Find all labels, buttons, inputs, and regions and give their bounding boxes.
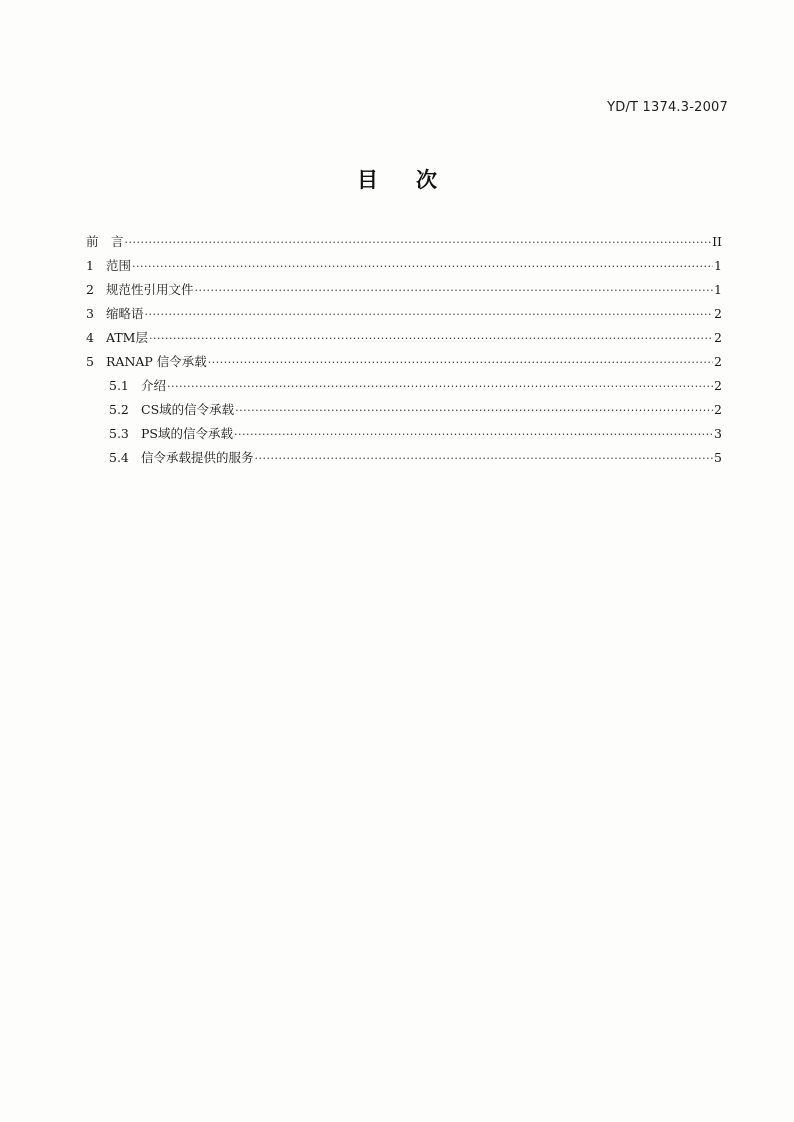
toc-entry-number: 5.4 <box>109 450 129 465</box>
toc-entry-label: 范围 <box>106 258 132 273</box>
toc-entry-label: 介绍 <box>141 378 167 393</box>
toc-title-char-2: 次 <box>416 168 437 192</box>
toc-leader-dots <box>195 279 713 303</box>
table-of-contents <box>86 230 722 470</box>
toc-entry-page: 2 <box>714 354 722 369</box>
toc-leader-dots <box>235 399 713 423</box>
toc-entry-label: 缩略语 <box>106 306 144 321</box>
toc-leader-dots <box>208 351 713 375</box>
toc-entry-page: 5 <box>714 450 722 465</box>
toc-entry-number: 4 <box>86 330 94 345</box>
document-code: YD/T 1374.3-2007 <box>607 100 728 115</box>
toc-entry-scope[interactable] <box>86 254 722 278</box>
toc-entry-page: 2 <box>714 378 722 393</box>
toc-entry-label: PS域的信令承载 <box>141 426 233 441</box>
toc-leader-dots <box>145 303 713 327</box>
toc-entry-page: II <box>712 234 722 249</box>
toc-entry-label: ATM层 <box>106 330 148 345</box>
toc-entry-introduction[interactable] <box>86 374 722 398</box>
toc-entry-number: 2 <box>86 282 94 297</box>
toc-entry-number: 3 <box>86 306 94 321</box>
toc-entry-cs-domain-bearer[interactable] <box>86 398 722 422</box>
toc-entry-page: 1 <box>714 282 722 297</box>
toc-leader-dots <box>132 255 713 279</box>
toc-entry-number: 5 <box>86 354 94 369</box>
toc-entry-bearer-services[interactable] <box>86 446 722 470</box>
toc-entry-number: 5.3 <box>109 426 129 441</box>
toc-entry-number: 1 <box>86 258 94 273</box>
toc-leader-dots <box>167 375 713 399</box>
toc-entry-label: RANAP 信令承载 <box>106 354 207 369</box>
toc-entry-label: 信令承载提供的服务 <box>141 450 254 465</box>
toc-entry-ps-domain-bearer[interactable] <box>86 422 722 446</box>
toc-entry-label: 规范性引用文件 <box>106 282 194 297</box>
toc-entry-foreword[interactable] <box>86 230 722 254</box>
toc-entry-page: 3 <box>714 426 722 441</box>
toc-entry-page: 2 <box>714 402 722 417</box>
toc-leader-dots <box>234 423 713 447</box>
toc-entry-page: 2 <box>714 306 722 321</box>
toc-entry-abbreviations[interactable] <box>86 302 722 326</box>
toc-title <box>0 164 794 194</box>
toc-entry-page: 2 <box>714 330 722 345</box>
toc-entry-number: 5.2 <box>109 402 129 417</box>
toc-leader-dots <box>255 447 713 471</box>
toc-entry-page: 1 <box>714 258 722 273</box>
toc-entry-number: 5.1 <box>109 378 129 393</box>
toc-leader-dots <box>125 231 712 255</box>
toc-entry-label: 前 言 <box>86 234 124 249</box>
toc-entry-ranap-signalling-bearer[interactable] <box>86 350 722 374</box>
toc-entry-label: CS域的信令承载 <box>141 402 235 417</box>
toc-title-char-1: 目 <box>357 168 378 192</box>
toc-leader-dots <box>149 327 713 351</box>
toc-entry-normative-references[interactable] <box>86 278 722 302</box>
toc-entry-atm-layer[interactable] <box>86 326 722 350</box>
